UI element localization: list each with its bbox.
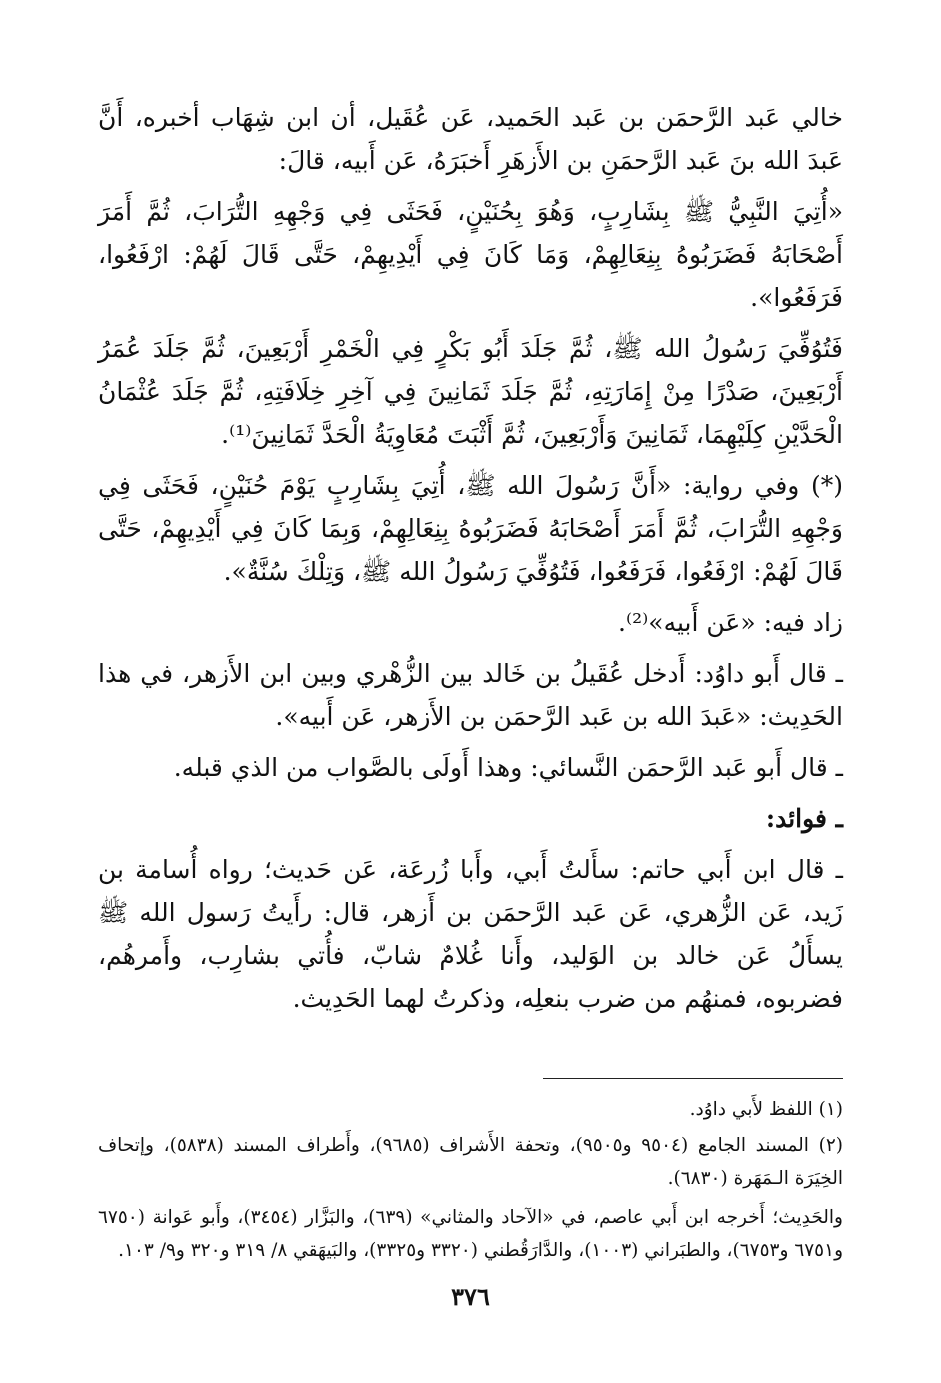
footnote-2-continuation: والحَدِيث؛ أَخرجه ابن أَبي عاصم، في «الآحاد والمثاني» (٦٣٩)، والبَزَّار (٣٤٥٤)، وأَبو عَوانة (٦٧٥٠ و٦٧٥١ و٦٧٥٣)، والطبَراني (١٠٠٣)، والدَّارَقُطني (٣٣٢٠ و٣٣٢٥)، والبَيهَقي ٨/ ٣١٩ و٣٢٠ و٩/ ١٠٣. <box>98 1207 843 1261</box>
abu-dawud-comment: ـ قال أَبو داوُد: أَدخل عُقَيلُ بن خَالد بين الزُّهْري وبين ابن الأَزهر، في هذا الحَدِيث: «عَبدَ الله بن عَبد الرَّحمَن بن الأَزهر، عَن أَبيه». <box>98 659 843 731</box>
benefits-heading: ـ فوائد: <box>765 804 843 833</box>
ibn-abi-hatim-paragraph: ـ قال ابن أَبي حاتم: سأَلتُ أَبي، وأَبا زُرعَة، عَن حَديث؛ رواه أُسامة بن زَيد، عَن الزُّهري، عَن عَبد الرَّحمَن بن أَزهر، قال: رأَيتُ رَسول الله ﷺ يسأَلُ عَن خالد بن الوَليد، وأَنا غُلامٌ شابّ، فأُتي بشارِب، وأَمرهُم، فضربوه، فمنهُم من ضرب بنعلِه، وذكرتُ لهما الحَدِيث. <box>98 855 843 1013</box>
footnote-2: (٢) المسند الجامع (٩٥٠٤ و٩٥٠٥)، وتحفة الأَشراف (٩٦٨٥)، وأَطراف المسند (٥٨٣٨)، وإتحاف الخِيَرَة الـمَهَرة (٦٨٣٠). <box>98 1135 843 1189</box>
footnotes <box>98 1093 843 1267</box>
isnad-paragraph: خالي عَبد الرَّحمَن بن عَبد الحَميد، عَن عُقَيل، أن ابن شِهَاب أخبره، أَنَّ عَبدَ الله بنَ عَبد الرَّحمَنِ بن الأَزهَرِ أَخبَرَهُ، عَن أَبيه، قالَ: <box>98 103 843 175</box>
page-number: ٣٧٦ <box>451 1282 490 1311</box>
page-content <box>98 96 843 1270</box>
hadith-text: «أُتِيَ النَّبِيُّ ﷺ بِشَارِبٍ، وَهُوَ بِحُنَيْنٍ، فَحَثَى فِي وَجْهِهِ التُّرَابَ، ثُمَّ أَمَرَ أَصْحَابَهُ فَضَرَبُوهُ بِنِعَالِهِمْ، وَمَا كَانَ فِي أَيْدِيهِمْ، حَتَّى قَالَ لَهُمْ: ارْفَعُوا، فَرَفَعُوا». <box>98 197 843 312</box>
main-text <box>98 96 843 1020</box>
addition-note: زاد فيه: «عَن أَبيه»⁽²⁾. <box>618 608 843 637</box>
nasai-comment: ـ قال أَبو عَبد الرَّحمَن النَّسائي: وهذا أَولَى بالصَّواب من الذي قبله. <box>173 753 843 782</box>
footnote-divider <box>543 1078 843 1079</box>
footnote-1: (١) اللفظ لأَبي داوُد. <box>689 1099 843 1120</box>
alternate-narration: (*) وفي رواية: «أَنَّ رَسُولَ الله ﷺ، أُتِيَ بِشَارِبٍ يَوْمَ حُنَيْنٍ، فَحَثَى فِي وَجْهِهِ التُّرَابَ، ثُمَّ أَمَرَ أَصْحَابَهُ فَضَرَبُوهُ بِنِعَالِهِمْ، وَبِمَا كَانَ فِي أَيْدِيهِمْ، حَتَّى قَالَ لَهُمْ: ارْفَعُوا، فَرَفَعُوا، فَتُوُفِّيَ رَسُولُ الله ﷺ، وَتِلْكَ سُنَّةٌ». <box>98 471 843 586</box>
hadith-continuation: فَتُوُفِّيَ رَسُولُ الله ﷺ، ثُمَّ جَلَدَ أَبُو بَكْرٍ فِي الْخَمْرِ أَرْبَعِينَ، ثُمَّ جَلَدَ عُمَرُ أَرْبَعِينَ، صَدْرًا مِنْ إِمَارَتِهِ، ثُمَّ جَلَدَ ثَمَانِينَ فِي آخِرِ خِلَافَتِهِ، ثُمَّ جَلَدَ عُثْمَانُ الْحَدَّيْنِ كِلَيْهِمَا، ثَمَانِينَ وَأَرْبَعِينَ، ثُمَّ أَثْبَتَ مُعَاوِيَةُ الْحَدَّ ثَمَانِينَ⁽¹⁾. <box>98 334 843 449</box>
